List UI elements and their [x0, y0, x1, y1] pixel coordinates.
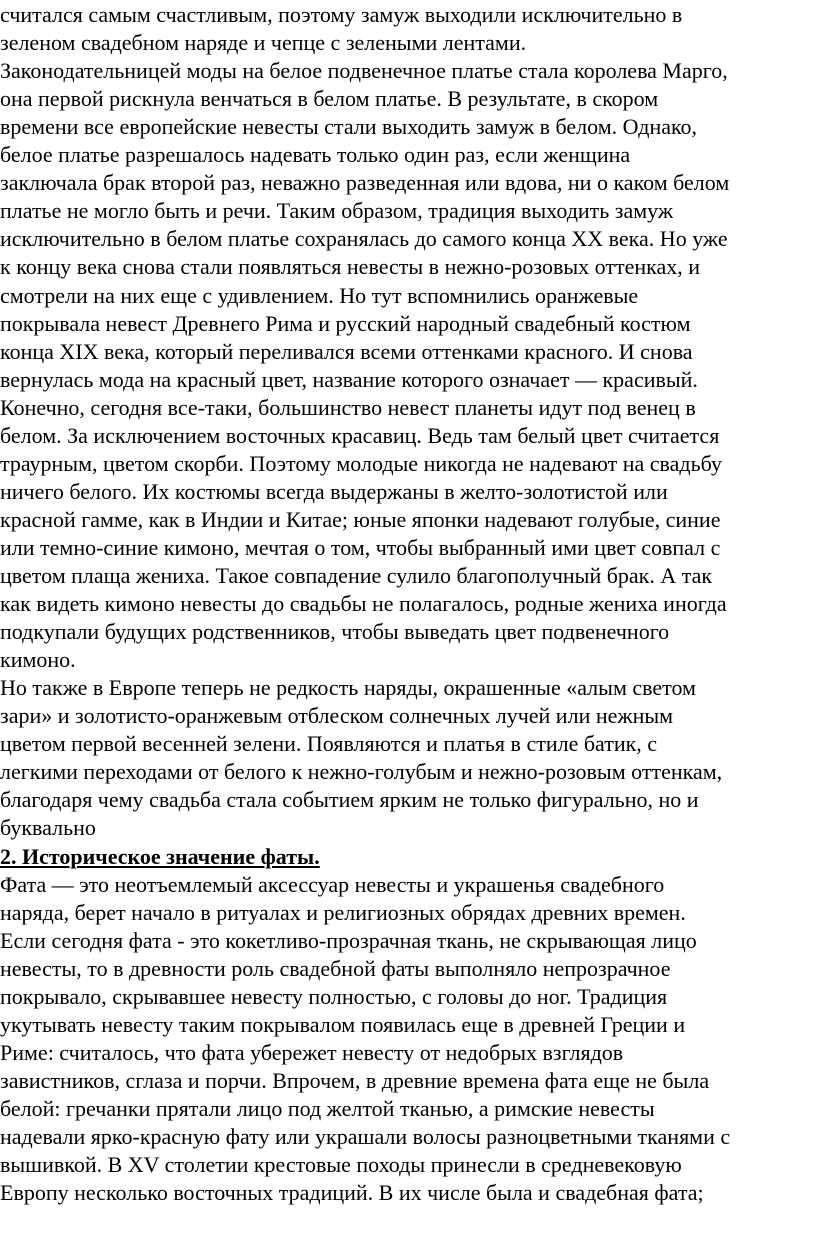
text-line: Риме: считалось, что фата убережет невесту от недобрых взглядов	[0, 1039, 624, 1065]
text-line: ничего белого. Их костюмы всегда выдержаны в желто-золотистой или	[0, 478, 668, 504]
text-line: заключала брак второй раз, неважно разведенная или вдова, ни о каком белом	[0, 170, 730, 196]
text-line: кимоно.	[0, 647, 76, 673]
text-line: завистников, сглаза и порчи. Впрочем, в древние времена фата еще не была	[0, 1067, 710, 1093]
text-line: белое платье разрешалось надевать только один раз, если женщина	[0, 142, 631, 168]
text-line: вышивкой. В XV столетии крестовые походы принесли в средневековую	[0, 1152, 682, 1178]
text-line: красной гамме, как в Индии и Китае; юные японки надевают голубые, синие	[0, 506, 721, 532]
text-line: покрывало, скрывавшее невесту полностью, с головы до ног. Традиция	[0, 983, 668, 1009]
text-line: укутывать невесту таким покрывалом появилась еще в древней Греции и	[0, 1011, 686, 1037]
text-line: зеленом свадебном наряде и чепце с зелеными лентами.	[0, 30, 527, 56]
text-line: буквально	[0, 815, 96, 841]
text-line: цветом плаща жениха. Такое совпадение сулило благополучный брак. А так	[0, 563, 713, 588]
text-line: невесты, то в древности роль свадебной фаты выполняло непрозрачное	[0, 955, 671, 981]
text-line: Если сегодня фата - это кокетливо-прозрачная ткань, не скрывающая лицо	[0, 927, 697, 953]
text-line: белом. За исключением восточных красавиц. Ведь там белый цвет считается	[0, 422, 720, 448]
text-line: вернулась мода на красный цвет, название которого означает — красивый.	[0, 366, 698, 392]
section-heading: 2. Историческое значение фаты.	[0, 843, 320, 869]
text-line: она первой рискнула венчаться в белом платье. В результате, в скором	[0, 86, 659, 112]
text-line: смотрели на них еще с удивлением. Но тут вспомнились оранжевые	[0, 282, 639, 308]
text-line: траурным, цветом скорби. Поэтому молодые никогда не надевают на свадьбу	[0, 450, 722, 476]
text-line: считался самым счастливым, поэтому замуж выходили исключительно в	[0, 2, 683, 27]
text-line: Конечно, сегодня все-таки, большинство невест планеты идут под венец в	[0, 394, 696, 420]
text-line: времени все европейские невесты стали выходить замуж в белом. Однако,	[0, 114, 698, 140]
text-line: Фата — это неотъемлемый аксессуар невесты и украшенья свадебного	[0, 871, 665, 897]
text-line: исключительно в белом платье сохранялась до самого конца XX века. Но уже	[0, 226, 728, 252]
text-line: цветом первой весенней зелени. Появляются и платья в стиле батик, с	[0, 731, 658, 757]
text-line: белой: гречанки прятали лицо под желтой тканью, а римские невесты	[0, 1095, 655, 1121]
text-line: наряда, берет начало в ритуалах и религиозных обрядах древних времен.	[0, 899, 686, 925]
text-line: или темно-синие кимоно, мечтая о том, чтобы выбранный ими цвет совпал с	[0, 534, 721, 560]
text-line: конца XIX века, который переливался всеми оттенками красного. И снова	[0, 338, 693, 364]
text-line: платье не могло быть и речи. Таким образом, традиция выходить замуж	[0, 198, 674, 224]
text-line: Европу несколько восточных традиций. В их числе была и свадебная фата;	[0, 1180, 704, 1206]
text-line: как видеть кимоно невесты до свадьбы не полагалось, родные жениха иногда	[0, 591, 727, 617]
text-line: подкупали будущих родственников, чтобы выведать цвет подвенечного	[0, 619, 670, 645]
text-line: Законодательницей моды на белое подвенечное платье стала королева Марго,	[0, 58, 728, 84]
text-line: благодаря чему свадьба стала событием ярким не только фигурально, но и	[0, 787, 699, 813]
text-line: надевали ярко-красную фату или украшали волосы разноцветными тканями с	[0, 1124, 731, 1149]
text-line: покрывала невест Древнего Рима и русский народный свадебный костюм	[0, 310, 691, 336]
text-line: Но также в Европе теперь не редкость наряды, окрашенные «алым светом	[0, 675, 696, 701]
text-line: к концу века снова стали появляться невесты в нежно-розовых оттенках, и	[0, 254, 701, 280]
text-line: зари» и золотисто-оранжевым отблеском солнечных лучей или нежным	[0, 703, 674, 729]
text-line: легкими переходами от белого к нежно-голубым и нежно-розовым оттенкам,	[0, 759, 723, 785]
